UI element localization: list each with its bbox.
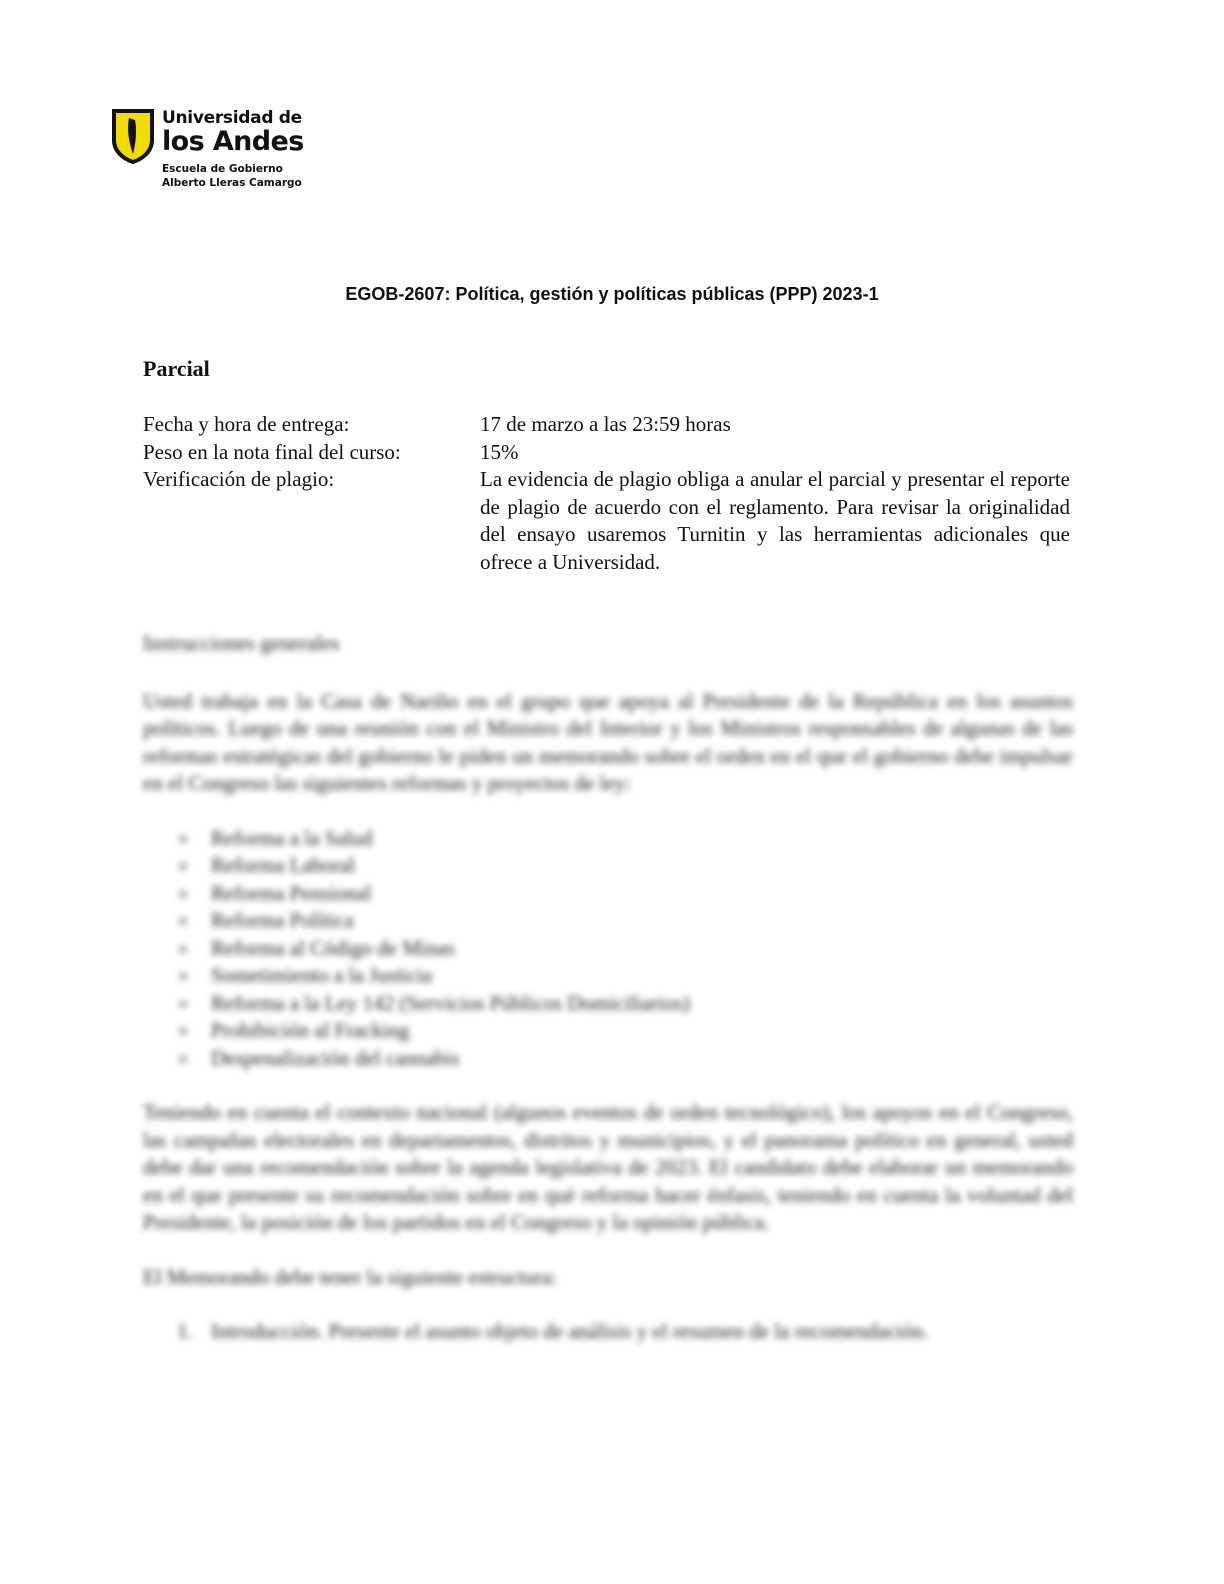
list-item: o Despenalización del cannabis <box>143 1045 1073 1073</box>
info-table <box>143 411 1070 576</box>
list-item: 1. Introducción. Presente el asunto objeto de análisis y el resumen de la recomendación. <box>143 1318 1073 1346</box>
info-label: Fecha y hora de entrega: <box>143 412 350 436</box>
instructions-paragraph: Usted trabaja en la Casa de Nariño en el grupo que apoya al Presidente de la República en los asuntos políticos. Luego de una reunión con el Ministro del Interior y los Ministros responsables de algunas de las reformas estratégicas del gobierno le piden un memorando sobre el orden en el que el gobierno debe impulsar en el Congreso las siguientes reformas y proyectos de ley: <box>143 688 1073 795</box>
structure-paragraph: El Memorando debe tener la siguiente estructura: <box>143 1264 558 1289</box>
info-label: Peso en la nota final del curso: <box>143 439 401 464</box>
info-value: 17 de marzo a las 23:59 horas <box>480 412 731 436</box>
reforms-list <box>143 825 1073 1073</box>
logo-sub-2: Alberto Lleras Camargo <box>162 177 302 189</box>
structure-list <box>143 1318 1073 1346</box>
list-item: o Reforma Laboral <box>143 852 1073 880</box>
shield-logo-icon <box>110 108 156 164</box>
list-item: o Reforma a la Ley 142 (Servicios Públicos Domiciliarios) <box>143 990 1073 1018</box>
logo-line-1: Universidad de <box>162 108 302 128</box>
section-heading: Parcial <box>143 356 210 381</box>
info-value: 15% <box>480 439 519 464</box>
logo-sub-1: Escuela de Gobierno <box>162 163 283 175</box>
course-title: EGOB-2607: Política, gestión y políticas públicas (PPP) 2023-1 <box>345 284 879 304</box>
list-item: o Prohibición al Fracking <box>143 1017 1073 1045</box>
list-item: o Reforma Política <box>143 907 1073 935</box>
instructions-heading: Instrucciones generales <box>143 631 340 655</box>
list-item: o Reforma Pensional <box>143 880 1073 908</box>
info-row-deadline <box>143 411 1070 439</box>
university-logo <box>110 108 310 198</box>
list-item: o Reforma al Código de Minas <box>143 935 1073 963</box>
info-row-plagiarism <box>143 466 1070 576</box>
context-paragraph: Teniendo en cuenta el contexto nacional (algunos eventos de orden tecnológico), los apoyos en el Congreso, las campañas electorales en departamentos, distritos y municipios, y el panorama político en general, usted debe dar una recomendación sobre la agenda legislativa de 2023. El candidato debe elaborar un memorando en el que presente su recomendación sobre en qué reforma hacer énfasis, teniendo en cuenta la voluntad del Presidente, la posición de los partidos en el Congreso y la opinión pública. <box>143 1100 1073 1234</box>
list-item: o Reforma a la Salud <box>143 825 1073 853</box>
info-row-weight <box>143 439 1070 467</box>
logo-subtitle <box>162 162 304 190</box>
blurred-content <box>143 630 1073 1346</box>
logo-line-2: los Andes <box>162 126 304 157</box>
list-item: o Sometimiento a la Justicia <box>143 962 1073 990</box>
info-value: La evidencia de plagio obliga a anular el parcial y presentar el reporte de plagio de acuerdo con el reglamento. Para revisar la originalidad del ensayo usaremos Turnitin y las herramientas adicionales que ofrece a Universidad. <box>480 467 1070 574</box>
info-label: Verificación de plagio: <box>143 467 335 491</box>
